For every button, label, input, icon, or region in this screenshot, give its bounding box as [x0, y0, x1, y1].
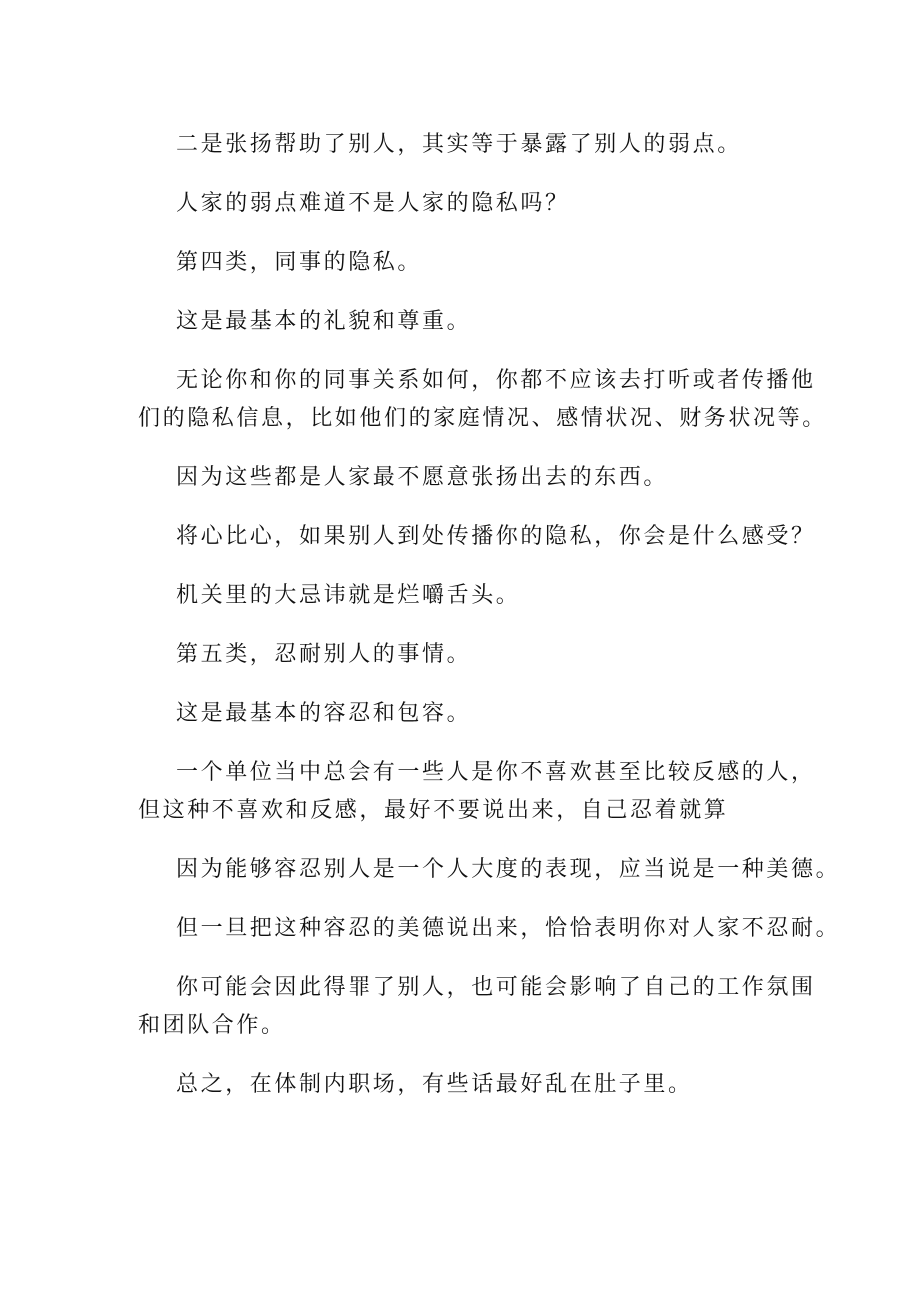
paragraph	[138, 851, 841, 889]
paragraph	[138, 754, 816, 830]
paragraph	[138, 518, 816, 556]
text-line: 机关里的大忌讳就是烂嚼舌头。	[176, 583, 521, 608]
text-line: 但一旦把这种容忍的美德说出来，恰恰表明你对人家不忍耐。	[176, 916, 841, 941]
text-line: 们的隐私信息，比如他们的家庭情况、感情状况、财务状况等。	[138, 406, 827, 431]
text-line: 人家的弱点难道不是人家的隐私吗？	[176, 191, 570, 216]
text-line: 第四类，同事的隐私。	[176, 250, 423, 275]
text-line: 总之，在体制内职场，有些话最好乱在肚子里。	[176, 1072, 693, 1097]
paragraph	[138, 244, 790, 282]
paragraph	[138, 577, 790, 615]
paragraph	[138, 185, 790, 223]
text-line: 一个单位当中总会有一些人是你不喜欢甚至比较反感的人，	[176, 760, 816, 785]
paragraph	[138, 636, 790, 674]
text-line: 但这种不喜欢和反感，最好不要说出来，自己忍着就算	[138, 798, 729, 823]
text-line: 因为能够容忍别人是一个人大度的表现，应当说是一种美德。	[176, 857, 841, 882]
paragraph	[138, 362, 827, 438]
paragraph	[138, 459, 790, 497]
text-line: 将心比心，如果别人到处传播你的隐私，你会是什么感受？	[176, 524, 816, 549]
text-line: 因为这些都是人家最不愿意张扬出去的东西。	[176, 465, 669, 490]
paragraph	[138, 1066, 790, 1104]
paragraph	[138, 910, 841, 948]
text-line: 无论你和你的同事关系如何，你都不应该去打听或者传播他	[176, 368, 816, 393]
text-line: 这是最基本的容忍和包容。	[176, 701, 472, 726]
paragraph	[138, 303, 790, 341]
text-line: 和团队合作。	[138, 1013, 286, 1038]
body-text	[138, 126, 841, 1125]
paragraph	[138, 695, 790, 733]
paragraph	[138, 969, 816, 1045]
text-line: 第五类，忍耐别人的事情。	[176, 642, 472, 667]
text-line: 二是张扬帮助了别人，其实等于暴露了别人的弱点。	[176, 132, 742, 157]
paragraph	[138, 126, 790, 164]
text-line: 你可能会因此得罪了别人，也可能会影响了自己的工作氛围	[176, 975, 816, 1000]
text-line: 这是最基本的礼貌和尊重。	[176, 309, 472, 334]
